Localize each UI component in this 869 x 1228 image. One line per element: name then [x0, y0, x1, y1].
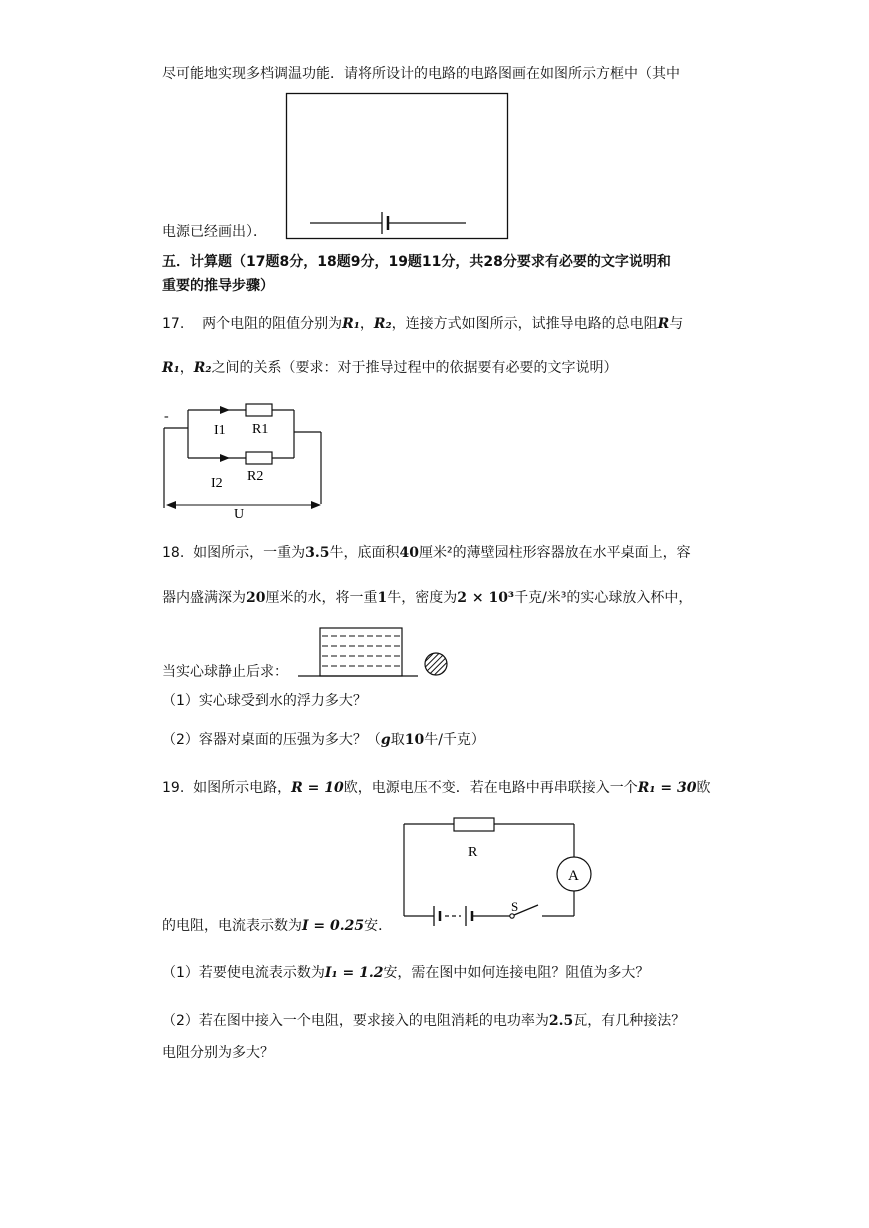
fig-label-i2: I2	[211, 476, 223, 491]
resistor-label: R	[468, 845, 478, 860]
q19-line1	[162, 778, 711, 798]
q18-weight-value: 3.5	[305, 545, 330, 561]
q18-text: （2）容器对桌面的压强为多大？（	[162, 732, 381, 748]
q17-r-symbol: R	[657, 316, 670, 332]
q18-text: 厘米²的薄壁园柱形容器放在水平桌面上，容	[419, 545, 691, 561]
section-heading-line1: 五．计算题（17题8分，18题9分，19题11分，共28分要求有必要的文字说明和	[162, 254, 671, 270]
q17-text: 之间的关系（要求：对于推导过程中的依据要有必要的文字说明）	[211, 360, 618, 376]
switch-label: S	[511, 899, 519, 914]
q19-text: （1）若要使电流表示数为	[162, 965, 325, 981]
q18-text: 如图所示，一重为	[193, 545, 306, 561]
q18-container-figure	[298, 624, 450, 680]
q19-text: 瓦，有几种接法？	[573, 1013, 686, 1029]
q17-text: 与	[669, 316, 684, 332]
q18-density-value: 2 × 10³	[457, 590, 515, 606]
q17-number: 17.	[162, 316, 185, 332]
ammeter-label: A	[568, 868, 579, 884]
q19-part2-line2: 电阻分别为多大？	[162, 1045, 274, 1061]
resistor-r	[454, 818, 494, 831]
q18-text: 器内盛满深为	[162, 590, 246, 606]
q16-text-line2: 电源已经画出）．	[162, 224, 267, 240]
q19-i1-equation: I₁ = 1.2	[324, 965, 384, 981]
solid-ball	[425, 653, 447, 675]
fig-label-r1: R1	[252, 422, 269, 437]
fig-label-u: U	[234, 507, 245, 522]
q18-text: 牛/千克）	[424, 732, 485, 748]
resistor-r2	[246, 452, 272, 464]
q18-number: 18.	[162, 545, 185, 561]
voltage-arrow-right	[311, 501, 321, 509]
q19-line2	[162, 916, 392, 936]
fig-label-r2: R2	[247, 469, 264, 484]
q19-text: （2）若在图中接入一个电阻，要求接入的电阻消耗的电功率为	[162, 1013, 549, 1029]
q17-r1-symbol: R₁	[162, 360, 180, 376]
q17-line1	[162, 314, 683, 334]
q17-line2	[162, 358, 618, 378]
q17-text: 两个电阻的阻值分别为	[202, 316, 343, 332]
q17-text: ，连接方式如图所示，试推导电路的总电阻	[391, 316, 658, 332]
cylinder-container	[320, 628, 402, 676]
q18-area-value: 40	[399, 545, 420, 561]
q17-r2-symbol: R₂	[193, 360, 212, 376]
section-heading-line2: 重要的推导步骤）	[162, 278, 274, 294]
q19-text: 如图所示电路，	[193, 780, 292, 796]
switch-pivot	[510, 914, 514, 918]
q19-power-value: 2.5	[548, 1013, 574, 1029]
q16-answer-box-figure	[285, 92, 510, 242]
q17-parallel-circuit-figure	[158, 398, 328, 522]
q19-part1	[162, 963, 649, 983]
q17-r2-symbol: R₂	[373, 316, 392, 332]
q17-comma: ，	[179, 360, 194, 376]
q19-text: 欧	[696, 780, 711, 796]
answer-box-frame	[287, 94, 508, 239]
q18-text: 千克/米³的实心球放入杯中，	[514, 590, 693, 606]
fig-label-i1: I1	[214, 423, 226, 438]
q19-text: 欧，电源电压不变．若在电路中再串联接入一个	[343, 780, 638, 796]
q19-r-equation: R = 10	[291, 780, 344, 796]
q19-r1-equation: R₁ = 30	[637, 780, 697, 796]
q18-text: 牛，密度为	[387, 590, 458, 606]
q18-line3: 当实心球静止后求：	[162, 664, 288, 680]
current-arrow-i2	[220, 454, 230, 462]
q19-number: 19.	[162, 780, 185, 796]
q18-ball-weight-value: 1	[377, 590, 388, 606]
q18-line1	[162, 543, 691, 563]
q18-g-value: 10	[404, 732, 425, 748]
q17-comma: ，	[359, 316, 374, 332]
q19-text: 的电阻，电流表示数为	[162, 918, 302, 934]
q17-r1-symbol: R₁	[342, 316, 360, 332]
q16-text-line1: 尽可能地实现多档调温功能．请将所设计的电路的电路图画在如图所示方框中（其中	[162, 66, 680, 82]
fig-minus-label: -	[164, 409, 169, 424]
q18-g-symbol: g	[380, 732, 391, 748]
q19-text: 安，需在图中如何连接电阻？阻值为多大？	[383, 965, 650, 981]
q19-part2-line1	[162, 1011, 685, 1031]
q18-part2	[162, 730, 485, 750]
q18-text: 取	[390, 732, 405, 748]
q18-text: 牛，底面积	[329, 545, 400, 561]
resistor-r1	[246, 404, 272, 416]
q19-series-circuit-figure	[396, 814, 596, 934]
q19-text: 安．	[364, 918, 393, 934]
voltage-arrow-left	[166, 501, 176, 509]
q18-part1: （1）实心球受到水的浮力多大？	[162, 693, 367, 709]
current-arrow-i1	[220, 406, 230, 414]
q18-line2	[162, 588, 692, 608]
q18-depth-value: 20	[246, 590, 266, 606]
q19-i-equation: I = 0.25	[302, 918, 365, 934]
q18-text: 厘米的水，将一重	[265, 590, 378, 606]
